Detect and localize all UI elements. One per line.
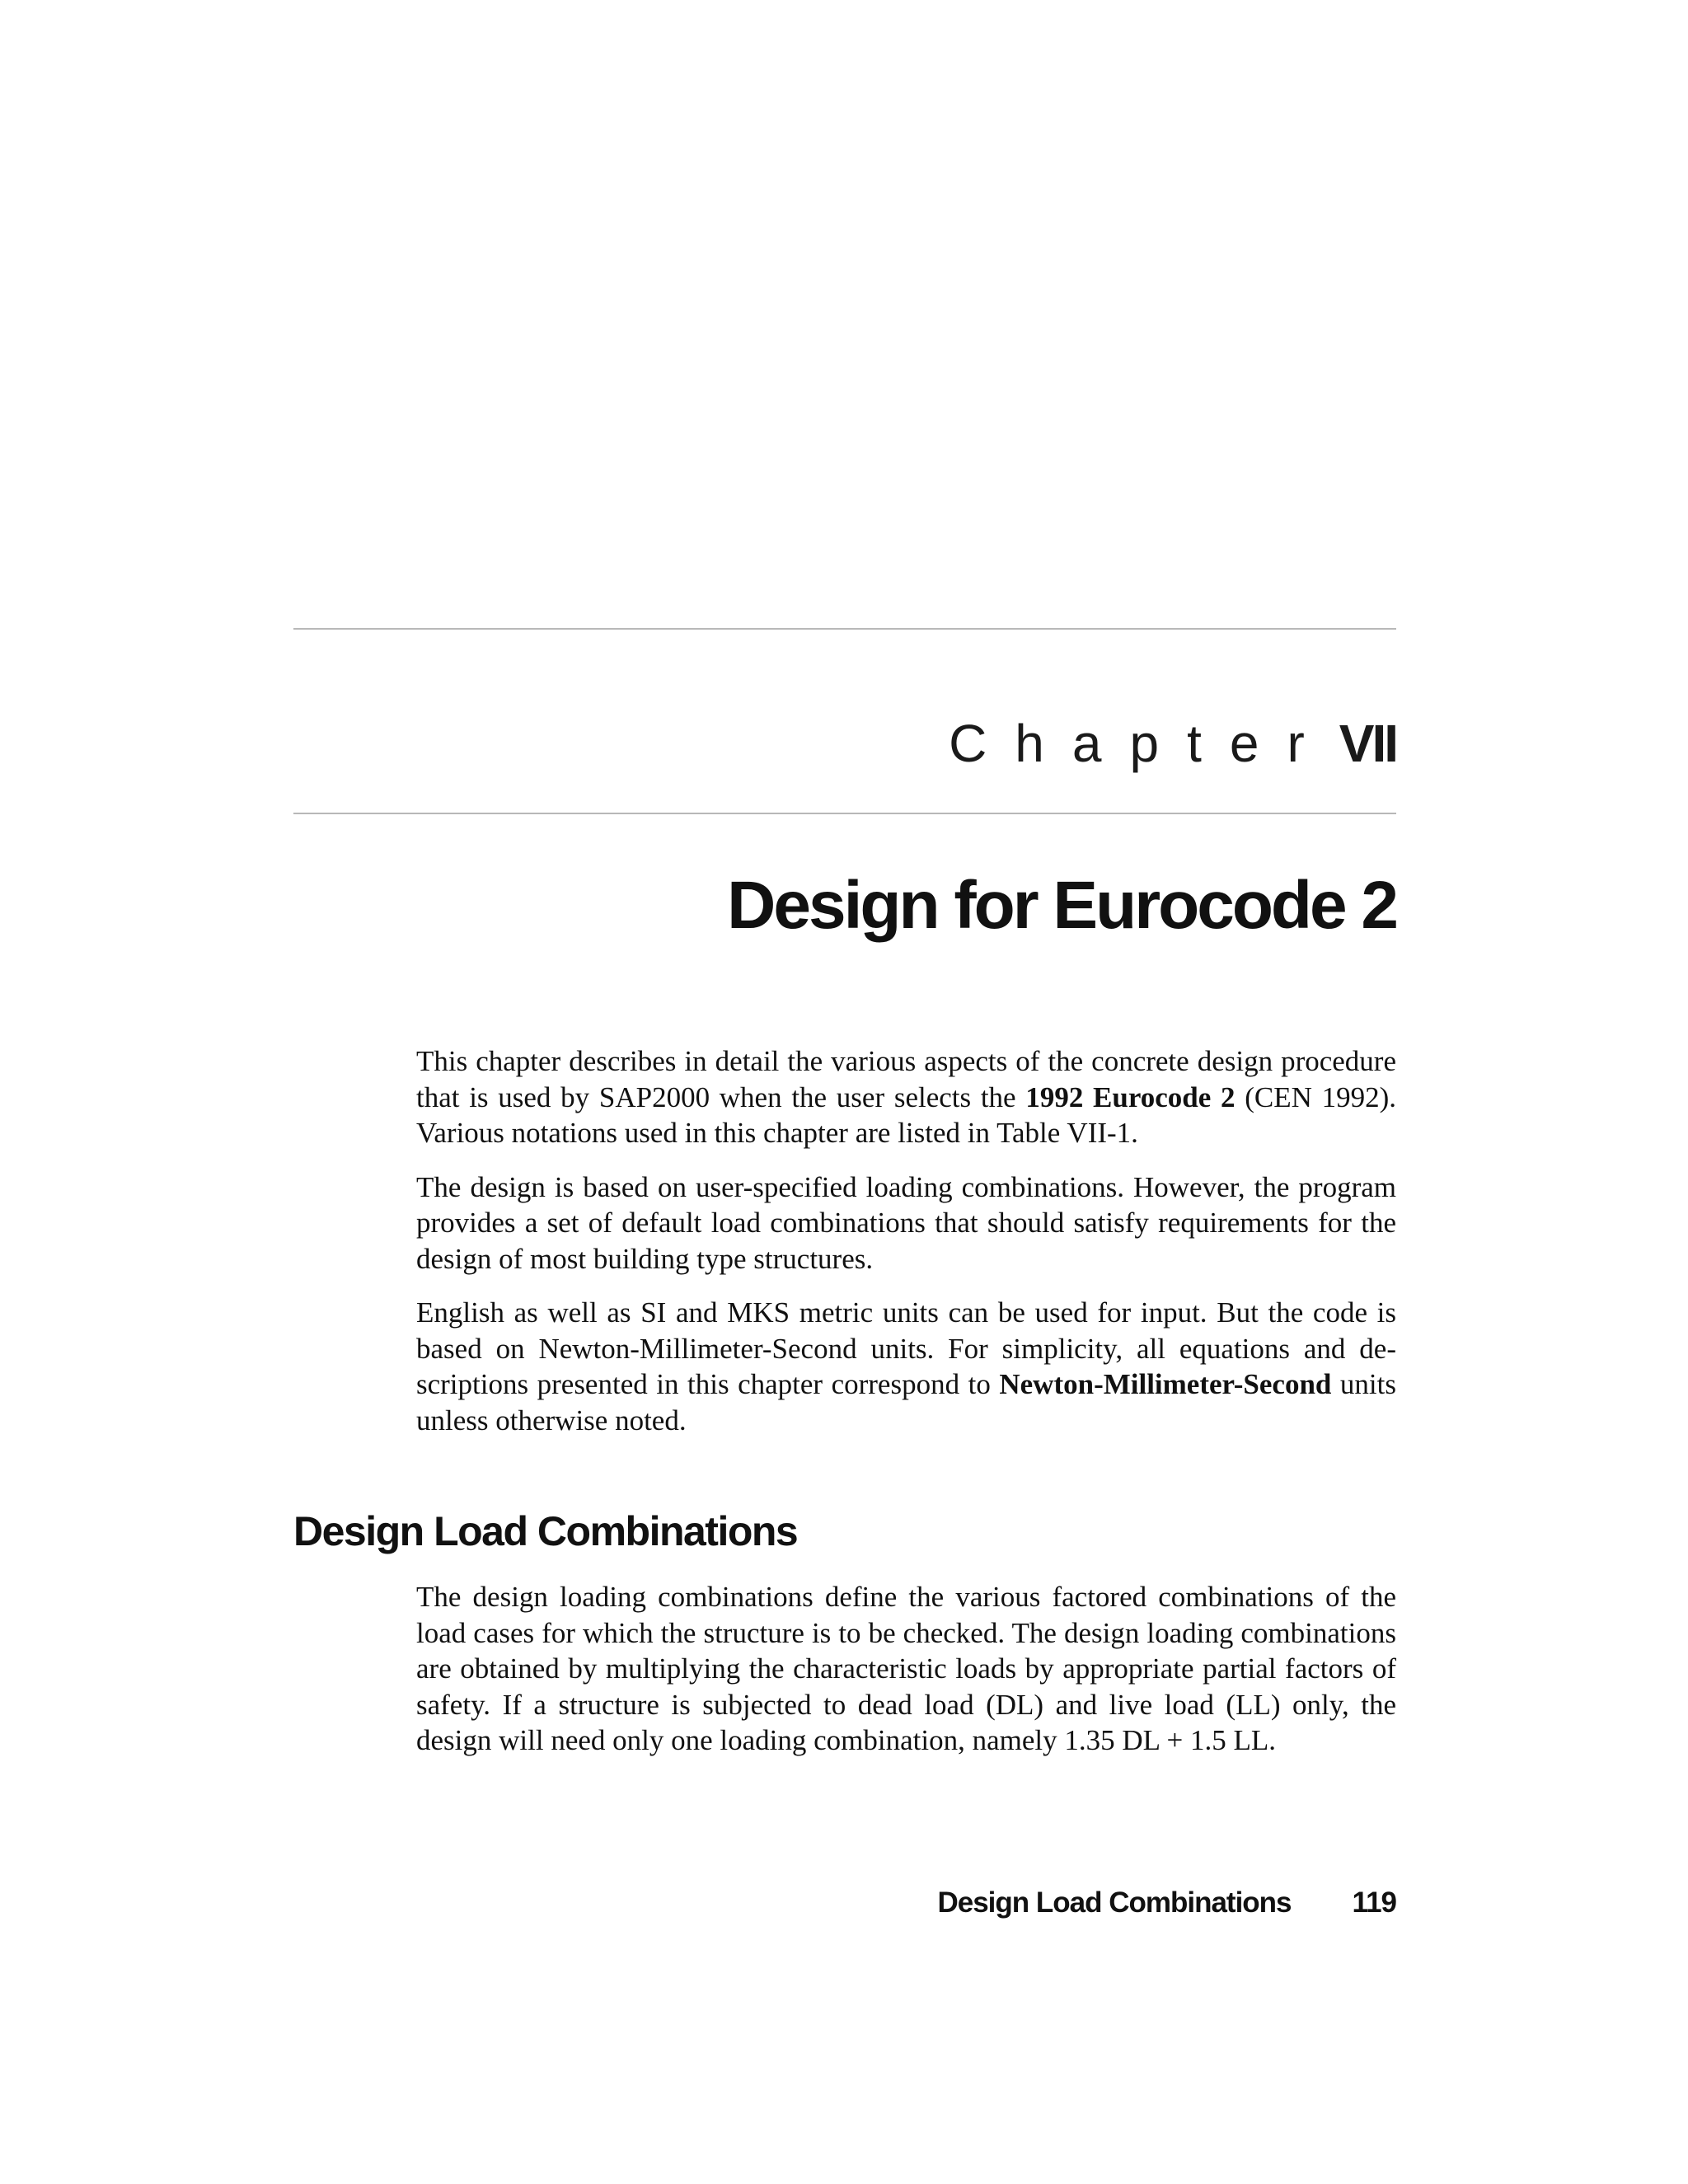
chapter-bottom-rule	[293, 813, 1396, 814]
chapter-title: Design for Eurocode 2	[727, 868, 1396, 943]
page-number: 119	[1352, 1886, 1396, 1919]
section-text	[416, 1579, 1396, 1759]
intro-paragraph-1-tail: (CEN 1992). Various notations used in this chapter are listed in Table VII-1.	[416, 1080, 1396, 1149]
units-bold: Newton-Millimeter-Second	[999, 1368, 1332, 1400]
intro-paragraph-1	[416, 1043, 1396, 1151]
intro-paragraph-2: The design is based on user-specified loading combinations. However, the program provides a set of default load combinations that should satisfy requirements for the design of most building type structures.	[416, 1170, 1396, 1275]
section-heading: Design Load Combinations	[293, 1508, 798, 1554]
footer-section-title: Design Load Combinations	[937, 1886, 1292, 1919]
intro-text	[416, 1043, 1396, 1438]
chapter-number: VII	[1339, 714, 1396, 773]
chapter-label	[949, 710, 1396, 776]
page-footer	[937, 1884, 1396, 1922]
chapter-top-rule	[293, 628, 1396, 630]
code-name-bold: 1992 Eurocode 2	[1025, 1080, 1236, 1113]
chapter-word: Chapter	[949, 714, 1333, 773]
intro-paragraph-3-text: English as well as SI and MKS metric units can be used for input. But the code is based on Newton-Millimeter-Second units. For simplicity, all equations and descriptions presented in this chapter correspond to	[416, 1296, 1396, 1400]
intro-paragraph-3	[416, 1295, 1396, 1438]
section-paragraph-1: The design loading combinations define the various factored combinations of the load cases for which the structure is to be checked. The design loading combinations are obtained by multiplying the characteristic loads by appropriate partial factors of safety. If a structure is subjected to dead load (DL) and live load (LL) only, the design will need only one loading combination, namely 1.35 DL + 1.5 LL.	[416, 1581, 1396, 1756]
intro-paragraph-1-text: This chapter describes in detail the various aspects of the concrete design procedure that is used by SAP2000 when the user selects the	[416, 1045, 1396, 1113]
intro-paragraph-3-tail: units unless otherwise noted.	[416, 1368, 1396, 1436]
